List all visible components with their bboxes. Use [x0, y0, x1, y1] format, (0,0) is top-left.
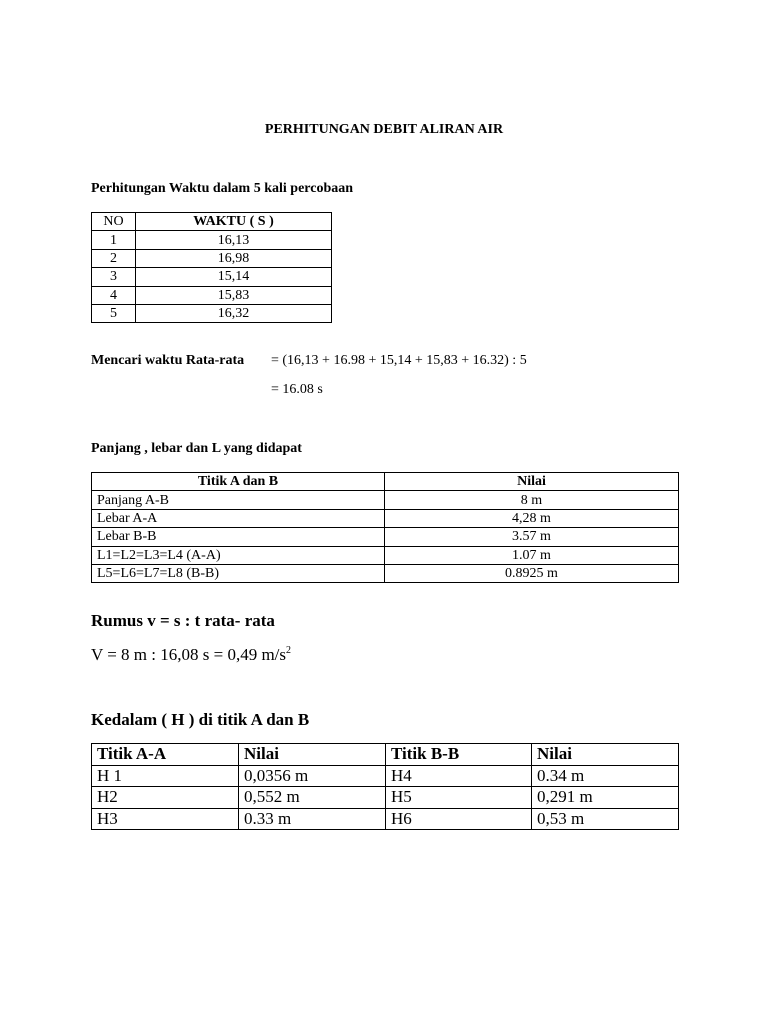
column-header-nilai-b: Nilai — [532, 744, 679, 766]
column-header-nilai-a: Nilai — [239, 744, 386, 766]
rata-rata-label: Mencari waktu Rata-rata — [91, 353, 245, 368]
table-cell: 4,28 m — [385, 509, 679, 527]
page-title: PERHITUNGAN DEBIT ALIRAN AIR — [264, 122, 504, 137]
waktu-table — [91, 212, 332, 323]
table-cell: 16,32 — [136, 304, 332, 322]
table-row — [92, 765, 679, 787]
rumus-heading: Rumus v = s : t rata- rata — [91, 611, 275, 630]
table-row — [92, 528, 679, 546]
table-header-row — [92, 744, 679, 766]
table-cell: 1 — [92, 231, 136, 249]
table-cell: H2 — [92, 787, 239, 809]
table-row — [92, 808, 679, 830]
table-cell: 0,552 m — [239, 787, 386, 809]
table-cell: 0,0356 m — [239, 765, 386, 787]
table-cell: 4 — [92, 286, 136, 304]
table-cell: 8 m — [385, 491, 679, 509]
table-cell: 16,98 — [136, 249, 332, 267]
table-row — [92, 268, 332, 286]
table-header-row — [92, 213, 332, 231]
panjang-heading: Panjang , lebar dan L yang didapat — [91, 441, 302, 456]
table-cell: Panjang A-B — [92, 491, 385, 509]
rata-rata-equation: = (16,13 + 16.98 + 15,14 + 15,83 + 16.32) : 5 — [271, 353, 527, 368]
table-cell: 15,14 — [136, 268, 332, 286]
column-header-titik-a: Titik A-A — [92, 744, 239, 766]
table-cell: L5=L6=L7=L8 (B-B) — [92, 564, 385, 582]
table-cell: 2 — [92, 249, 136, 267]
column-header-titik-b: Titik B-B — [386, 744, 532, 766]
rumus-calculation — [91, 645, 291, 665]
rumus-calc-superscript: 2 — [286, 645, 292, 656]
table-cell: 3.57 m — [385, 528, 679, 546]
rumus-calc-text: V = 8 m : 16,08 s = 0,49 m/s — [91, 645, 287, 664]
table-cell: 1.07 m — [385, 546, 679, 564]
table-cell: H3 — [92, 808, 239, 830]
table-cell: H6 — [386, 808, 532, 830]
table-cell: H 1 — [92, 765, 239, 787]
table-cell: L1=L2=L3=L4 (A-A) — [92, 546, 385, 564]
waktu-heading: Perhitungan Waktu dalam 5 kali percobaan — [91, 181, 354, 196]
table-cell: 0.34 m — [532, 765, 679, 787]
table-cell: Lebar B-B — [92, 528, 385, 546]
table-row — [92, 787, 679, 809]
table-cell: 0.33 m — [239, 808, 386, 830]
table-cell: H4 — [386, 765, 532, 787]
table-row — [92, 249, 332, 267]
column-header-no: NO — [92, 213, 136, 231]
rata-rata-result: = 16.08 s — [271, 382, 323, 397]
table-row — [92, 304, 332, 322]
table-row — [92, 491, 679, 509]
table-cell: 0,53 m — [532, 808, 679, 830]
table-cell: 16,13 — [136, 231, 332, 249]
table-row — [92, 564, 679, 582]
kedalaman-table — [91, 743, 679, 830]
column-header-nilai: Nilai — [385, 473, 679, 491]
table-row — [92, 286, 332, 304]
table-row — [92, 546, 679, 564]
table-cell: 3 — [92, 268, 136, 286]
table-cell: 0.8925 m — [385, 564, 679, 582]
column-header-titik: Titik A dan B — [92, 473, 385, 491]
table-cell: 15,83 — [136, 286, 332, 304]
panjang-table — [91, 472, 679, 583]
column-header-waktu: WAKTU ( S ) — [136, 213, 332, 231]
kedalaman-heading: Kedalam ( H ) di titik A dan B — [91, 710, 310, 729]
table-cell: Lebar A-A — [92, 509, 385, 527]
table-cell: H5 — [386, 787, 532, 809]
table-row — [92, 509, 679, 527]
table-cell: 5 — [92, 304, 136, 322]
table-header-row — [92, 473, 679, 491]
table-cell: 0,291 m — [532, 787, 679, 809]
table-row — [92, 231, 332, 249]
